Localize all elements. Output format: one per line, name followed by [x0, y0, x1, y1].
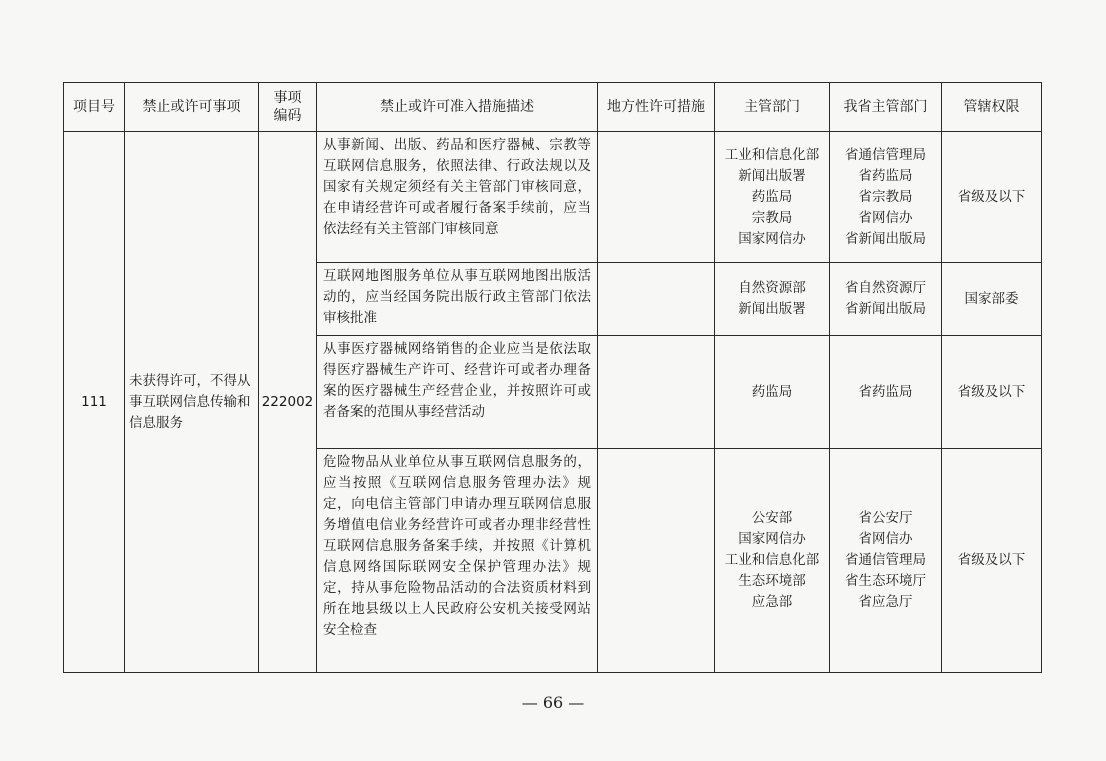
department-cell: 药监局 — [715, 336, 830, 449]
description-cell: 互联网地图服务单位从事互联网地图出版活动的，应当经国务院出版行政主管部门依法审核批准 — [317, 263, 598, 336]
description-cell: 从事医疗器械网络销售的企业应当是依法取得医疗器械生产许可、经营许可或者办理备案的医疗器械生产经营企业，并按照许可或者备案的范围从事经营活动 — [317, 336, 598, 449]
jurisdiction-cell: 省级及以下 — [942, 132, 1042, 263]
header-jurisdiction: 管辖权限 — [942, 83, 1042, 132]
description-cell: 危险物品从业单位从事互联网信息服务的，应当按照《互联网信息服务管理办法》规定，向电信主管部门申请办理互联网信息服务增值电信业务经营许可或者办理非经营性互联网信息服务备案手续，并按照《计算机信息网络国际联网安全保护管理办法》规定，持从事危险物品活动的合法资质材料到所在地县级以上人民政府公安机关接受网站安全检查 — [317, 449, 598, 673]
header-department: 主管部门 — [715, 83, 830, 132]
header-row — [64, 83, 1042, 132]
jurisdiction-cell: 省级及以下 — [942, 449, 1042, 673]
header-item: 禁止或许可事项 — [125, 83, 259, 132]
department-cell: 工业和信息化部 新闻出版署 药监局 宗教局 国家网信办 — [715, 132, 830, 263]
header-province-department: 我省主管部门 — [830, 83, 942, 132]
item-cell: 未获得许可，不得从事互联网信息传输和信息服务 — [125, 132, 259, 673]
province-department-cell: 省自然资源厅 省新闻出版局 — [830, 263, 942, 336]
department-cell: 公安部 国家网信办 工业和信息化部 生态环境部 应急部 — [715, 449, 830, 673]
local-measure-cell — [598, 263, 715, 336]
header-code: 事项 编码 — [259, 83, 317, 132]
header-project-no: 项目号 — [64, 83, 125, 132]
description-cell: 从事新闻、出版、药品和医疗器械、宗教等互联网信息服务，依照法律、行政法规以及国家有关规定须经有关主管部门审核同意，在申请经营许可或者履行备案手续前，应当依法经有关主管部门审核同意 — [317, 132, 598, 263]
province-department-cell: 省通信管理局 省药监局 省宗教局 省网信办 省新闻出版局 — [830, 132, 942, 263]
local-measure-cell — [598, 449, 715, 673]
province-department-cell: 省公安厅 省网信办 省通信管理局 省生态环境厅 省应急厅 — [830, 449, 942, 673]
jurisdiction-cell: 国家部委 — [942, 263, 1042, 336]
local-measure-cell — [598, 132, 715, 263]
regulation-table — [63, 82, 1042, 673]
table-row — [64, 132, 1042, 263]
header-local-measure: 地方性许可措施 — [598, 83, 715, 132]
province-department-cell: 省药监局 — [830, 336, 942, 449]
department-cell: 自然资源部 新闻出版署 — [715, 263, 830, 336]
header-description: 禁止或许可准入措施描述 — [317, 83, 598, 132]
page-number: — 66 — — [521, 693, 585, 712]
project-no-cell: 111 — [64, 132, 125, 673]
local-measure-cell — [598, 336, 715, 449]
jurisdiction-cell: 省级及以下 — [942, 336, 1042, 449]
code-cell: 222002 — [259, 132, 317, 673]
